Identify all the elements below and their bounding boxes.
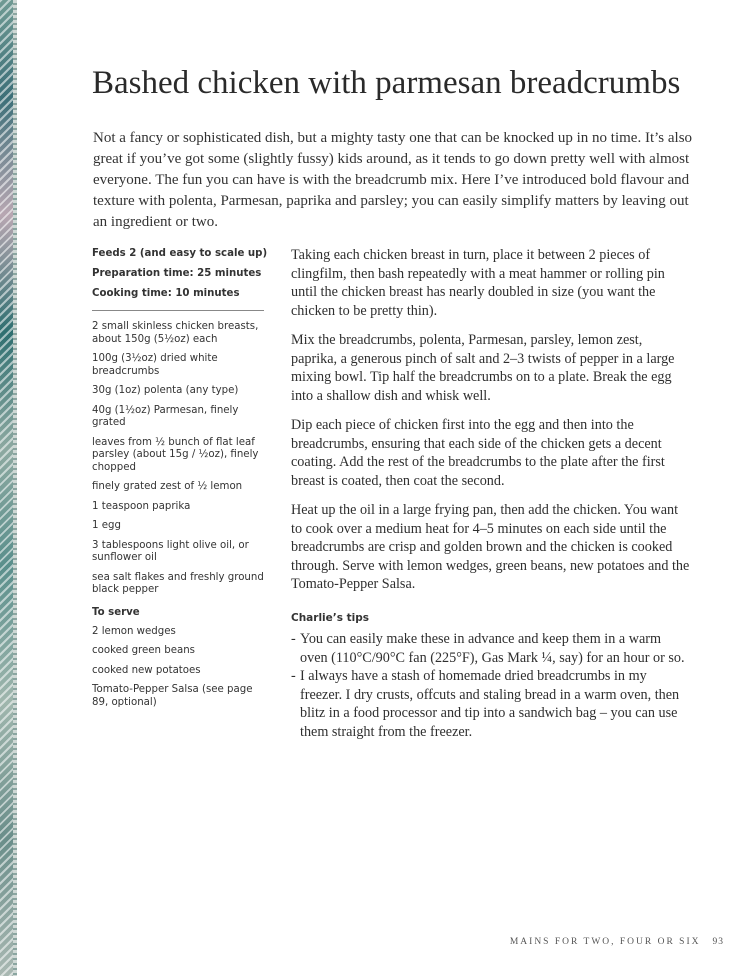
method-column <box>291 246 691 741</box>
ingredient-list <box>92 321 268 597</box>
ingredient-item: 1 teaspoon paprika <box>92 500 191 512</box>
ingredient-item: 100g (3½oz) dried white breadcrumbs <box>92 353 218 377</box>
tips-list <box>291 630 691 741</box>
page-number: 93 <box>712 937 724 947</box>
to-serve-list <box>92 626 268 710</box>
prep-time: Preparation time: 25 minutes <box>92 268 262 279</box>
section-name: MAINS FOR TWO, FOUR OR SIX <box>509 937 701 947</box>
tips-heading: Charlie’s tips <box>291 611 370 624</box>
recipe-intro: Not a fancy or sophisticated dish, but a mighty tasty one that can be knocked up in no time. It’s also great if you’ve got some (slightly fussy) kids around, as it tends to go down pretty well with almost everyone. The fun you can have is with the breadcrumb mix. Here I’ve introduced bold flavour and texture with polenta, Parmesan, paprika and parsley; you can easily simplify matters by leaving out an ingredient or two. <box>93 130 693 230</box>
page-edge-decoration <box>0 0 14 976</box>
ingredient-item: 40g (1½oz) Parmesan, finely grated <box>92 404 239 428</box>
ingredient-item: 2 small skinless chicken breasts, about 150g (5½oz) each <box>92 321 259 345</box>
ingredient-item: 3 tablespoons light olive oil, or sunflower oil <box>92 539 249 563</box>
ingredient-item: 30g (1oz) polenta (any type) <box>92 385 239 396</box>
method-step: Mix the breadcrumbs, polenta, Parmesan, parsley, lemon zest, paprika, a generous pinch of salt and 2–3 twists of pepper in a large mixing bowl. Tip half the breadcrumbs on to a plate. Break the egg into a shallow dish and whisk well. <box>291 332 675 404</box>
method-step: Dip each piece of chicken first into the egg and then into the breadcrumbs, ensuring that each side of the chicken gets a decent coating. Add the rest of the breadcrumbs to the plate after the first breast is coated, then coat the second. <box>291 417 665 489</box>
ingredient-item: sea salt flakes and freshly ground black pepper <box>92 571 264 595</box>
cook-time: Cooking time: 10 minutes <box>92 288 240 299</box>
serve-item: cooked green beans <box>92 645 195 656</box>
feeds-info: Feeds 2 (and easy to scale up) <box>92 248 268 259</box>
to-serve-heading: To serve <box>92 606 140 618</box>
tip-item: - You can easily make these in advance and keep them in a warm oven (110°C/90°C fan (225°F), Gas Mark ¼, say) for an hour or so. <box>291 630 691 667</box>
divider <box>92 310 264 311</box>
serve-item: 2 lemon wedges <box>92 625 176 637</box>
ingredients-column <box>92 248 268 716</box>
method-step: Heat up the oil in a large frying pan, then add the chicken. You want to cook over a medium heat for 4–5 minutes on each side until the breadcrumbs are crisp and golden brown and the chicken is cooked through. Serve with lemon wedges, green beans, new potatoes and the Tomato-Pepper Salsa. <box>291 502 690 592</box>
serve-item: Tomato-Pepper Salsa (see page 89, optional) <box>92 684 253 708</box>
ingredient-item: leaves from ½ bunch of flat leaf parsley (about 15g / ½oz), finely chopped <box>92 436 259 473</box>
ingredient-item: 1 egg <box>92 520 121 531</box>
method-step: Taking each chicken breast in turn, place it between 2 pieces of clingfilm, then bash repeatedly with a meat hammer or rolling pin until the chicken breast has nearly doubled in size (you want the chicken to be pretty thin). <box>291 247 665 319</box>
serve-item: cooked new potatoes <box>92 664 201 676</box>
recipe-title: Bashed chicken with parmesan breadcrumbs <box>92 65 681 101</box>
tip-item: - I always have a stash of homemade dried breadcrumbs in my freezer. I dry crusts, offcuts and staling bread in a warm oven, then blitz in a food processor and tip into a sandwich bag – you can use them straight from the freezer. <box>291 667 691 741</box>
page-footer <box>510 937 724 947</box>
ingredient-item: finely grated zest of ½ lemon <box>92 481 243 492</box>
